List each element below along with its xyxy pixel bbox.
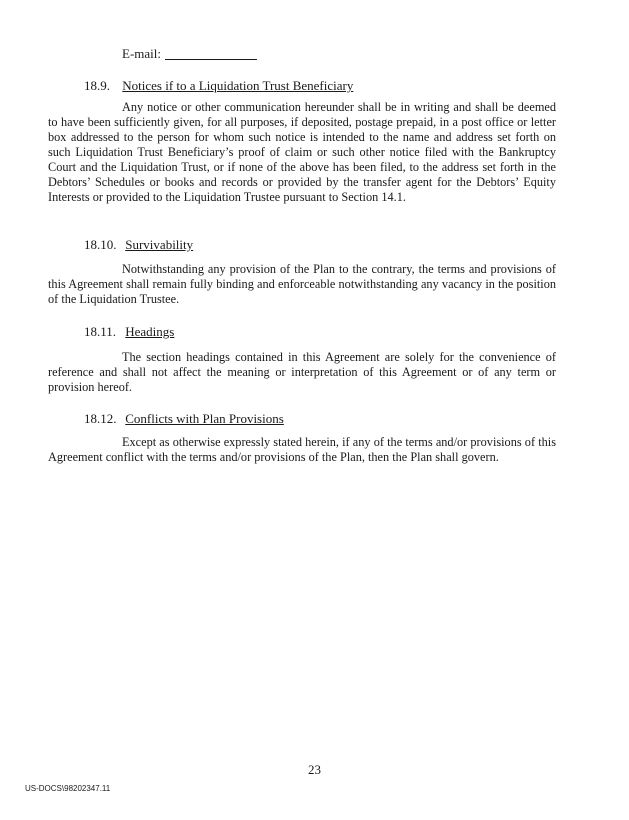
section-title: Notices if to a Liquidation Trust Beneficiary (122, 78, 354, 93)
section-heading (84, 411, 284, 427)
section-body: Notwithstanding any provision of the Plan to the contrary, the terms and provisions of this Agreement shall remain fully binding and enforceable notwithstanding any vacancy in the position of the Liquidation Trustee. (48, 262, 556, 306)
page-number: 23 (308, 762, 321, 777)
section-title: Survivability (125, 237, 194, 252)
section-heading (84, 324, 174, 340)
section-title: Conflicts with Plan Provisions (125, 411, 284, 426)
email-line (122, 46, 257, 62)
section-number: 18.10. (84, 237, 117, 252)
section-body: Any notice or other communication hereunder shall be in writing and shall be deemed to have been sufficiently given, for all purposes, if deposited, postage prepaid, in a post office or letter box addressed to the person for whom such notice is intended to the name and address set forth on such Liquidation Trust Beneficiary’s proof of claim or such other notice filed with the Bankruptcy Court and the Liquidation Trust, or if none of the above has been filed, to the address set forth in the Debtors’ Schedules or books and records or provided by the transfer agent for the Debtors’ Equity Interests or provided to the Liquidation Trustee pursuant to Section 14.1. (48, 100, 556, 204)
section-number: 18.12. (84, 411, 117, 426)
section-title: Headings (125, 324, 175, 339)
email-label: E-mail: (122, 46, 161, 61)
document-id: US-DOCS\98202347.11 (25, 784, 111, 793)
section-number: 18.9. (84, 78, 110, 93)
email-blank-line (165, 47, 257, 60)
section-body: The section headings contained in this Agreement are solely for the convenience of reference and shall not affect the meaning or interpretation of this Agreement or of any term or provision hereof. (48, 350, 556, 394)
section-heading (84, 237, 193, 253)
section-body: Except as otherwise expressly stated herein, if any of the terms and/or provisions of this Agreement conflict with the terms and/or provisions of the Plan, then the Plan shall govern. (48, 435, 556, 464)
section-number: 18.11. (84, 324, 117, 339)
section-heading (84, 78, 353, 94)
